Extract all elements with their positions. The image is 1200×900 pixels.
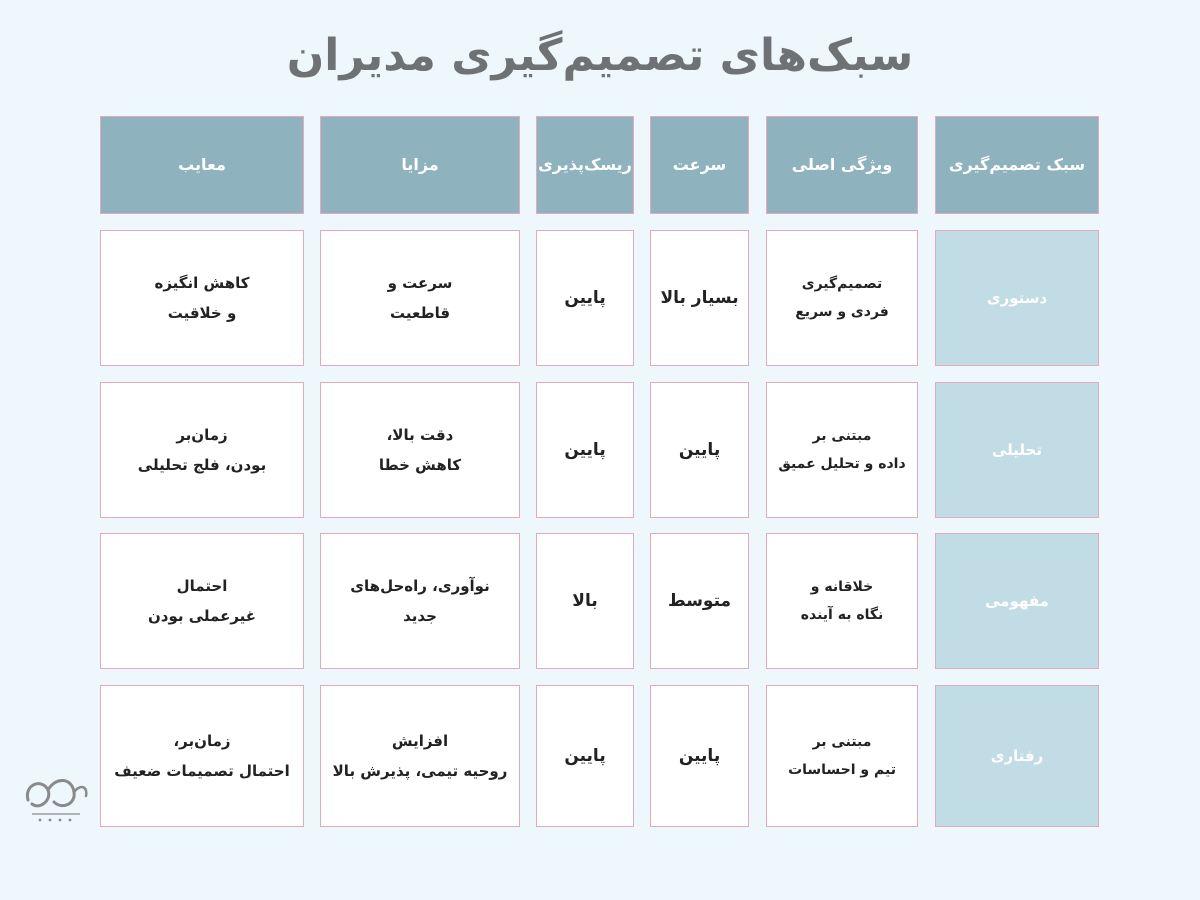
- site-logo-icon: [18, 770, 94, 828]
- row-2-risk-label: پایین: [564, 440, 606, 460]
- row-2-advantages-line-2: کاهش خطا: [378, 456, 462, 474]
- row-4-disadvantages-line-2: احتمال تصمیمات ضعیف: [114, 762, 290, 780]
- header-advantages: [320, 116, 520, 214]
- header-speed-label: سرعت: [672, 155, 727, 174]
- row-3-style-label: مفهومی: [985, 592, 1049, 610]
- row-2-style-label: تحلیلی: [992, 441, 1042, 459]
- header-feature-label: ویژگی اصلی: [791, 155, 893, 174]
- row-2-style: [935, 382, 1099, 518]
- row-4-speed-label: پایین: [678, 746, 721, 766]
- page-title: سبک‌های تصمیم‌گیری مدیران: [286, 30, 914, 81]
- row-2-speed-label: پایین: [678, 440, 721, 460]
- row-1-speed: [650, 230, 749, 366]
- header-advantages-label: مزایا: [401, 155, 439, 174]
- header-style-label: سبک تصمیم‌گیری: [948, 155, 1086, 174]
- row-1-advantages-line-2: قاطعیت: [389, 304, 451, 322]
- row-1-disadvantages-line-1: کاهش انگیزه: [154, 274, 250, 292]
- row-2-risk: [536, 382, 634, 518]
- row-3-feature: [766, 533, 918, 669]
- row-4-risk: [536, 685, 634, 827]
- row-4-risk-label: پایین: [564, 746, 606, 766]
- row-4-style-label: رفتاری: [990, 747, 1044, 765]
- row-3-advantages-line-2: جدید: [403, 607, 437, 625]
- row-2-disadvantages: [100, 382, 304, 518]
- header-disadvantages: [100, 116, 304, 214]
- row-3-feature-line-1: خلاقانه و: [810, 579, 874, 595]
- row-2-disadvantages-line-1: زمان‌بر: [176, 426, 228, 444]
- row-1-disadvantages-line-2: و خلاقیت: [167, 304, 237, 322]
- row-1-advantages-line-1: سرعت و: [387, 274, 453, 292]
- header-risk-label: ریسک‌پذیری: [538, 155, 632, 174]
- row-3-advantages: [320, 533, 520, 669]
- row-4-disadvantages: [100, 685, 304, 827]
- row-3-speed-label: متوسط: [667, 591, 732, 611]
- header-feature: [766, 116, 918, 214]
- row-4-advantages-line-2: روحیه تیمی، پذیرش بالا: [332, 762, 508, 780]
- row-3-advantages-line-1: نوآوری، راه‌حل‌های: [350, 577, 490, 595]
- row-2-speed: [650, 382, 749, 518]
- row-3-disadvantages-line-2: غیرعملی بودن: [147, 607, 257, 625]
- row-3-disadvantages-line-1: احتمال: [176, 577, 228, 595]
- row-3-feature-line-2: نگاه به آینده: [800, 607, 884, 623]
- row-4-feature-line-1: مبتنی بر: [812, 734, 872, 750]
- row-4-speed: [650, 685, 749, 827]
- row-4-feature-line-2: تیم و احساسات: [788, 762, 896, 778]
- row-4-style: [935, 685, 1099, 827]
- row-1-disadvantages: [100, 230, 304, 366]
- row-2-feature-line-2: داده و تحلیل عمیق: [778, 456, 906, 472]
- header-speed: [650, 116, 749, 214]
- row-1-risk-label: پایین: [564, 288, 606, 308]
- row-3-disadvantages: [100, 533, 304, 669]
- header-style: [935, 116, 1099, 214]
- row-1-style-label: دستوری: [986, 289, 1048, 307]
- row-1-advantages: [320, 230, 520, 366]
- row-1-risk: [536, 230, 634, 366]
- header-risk: [536, 116, 634, 214]
- row-3-speed: [650, 533, 749, 669]
- header-disadvantages-label: معایب: [178, 155, 226, 174]
- row-1-speed-label: بسیار بالا: [660, 288, 739, 308]
- row-3-risk: [536, 533, 634, 669]
- row-4-disadvantages-line-1: زمان‌بر،: [173, 732, 231, 750]
- row-2-advantages: [320, 382, 520, 518]
- row-1-feature: [766, 230, 918, 366]
- row-2-feature: [766, 382, 918, 518]
- row-4-feature: [766, 685, 918, 827]
- row-2-advantages-line-1: دقت بالا،: [386, 426, 454, 444]
- row-3-style: [935, 533, 1099, 669]
- row-4-advantages-line-1: افزایش: [391, 732, 449, 750]
- row-1-feature-line-1: تصمیم‌گیری: [801, 276, 883, 292]
- row-2-feature-line-1: مبتنی بر: [812, 428, 872, 444]
- row-1-style: [935, 230, 1099, 366]
- row-4-advantages: [320, 685, 520, 827]
- row-3-risk-label: بالا: [572, 591, 598, 611]
- row-2-disadvantages-line-2: بودن، فلج تحلیلی: [137, 456, 267, 474]
- row-1-feature-line-2: فردی و سریع: [795, 304, 889, 320]
